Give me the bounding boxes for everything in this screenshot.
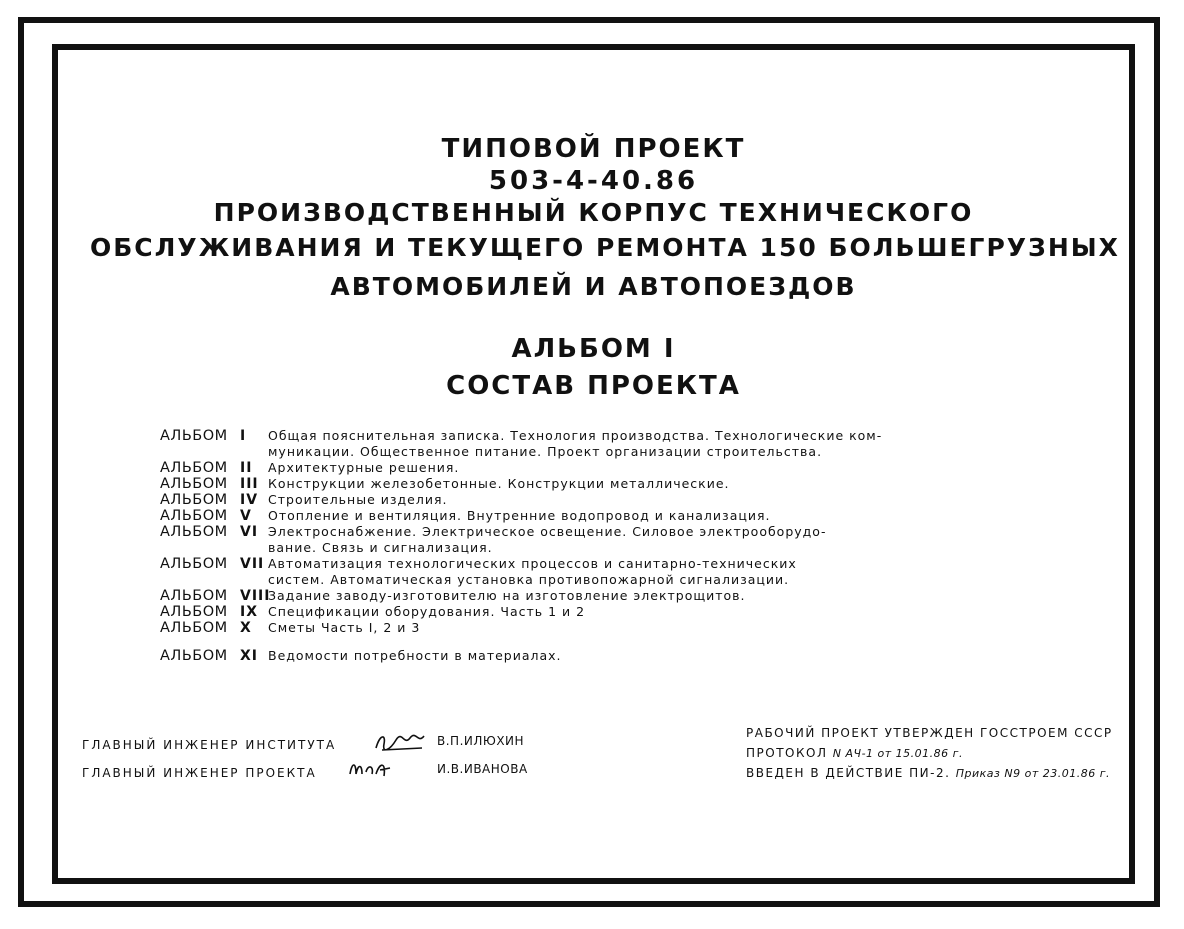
- project-name-line2: ОБСЛУЖИВАНИЯ И ТЕКУЩЕГО РЕМОНТА 150 БОЛЬШЕГРУЗНЫХ: [90, 233, 1120, 262]
- album-description-line: Строительные изделия.: [268, 492, 448, 507]
- album-description-line: Автоматизация технологических процессов и санитарно-технических: [268, 556, 797, 571]
- chief-engineer-project-name: И.В.ИВАНОВА: [437, 762, 528, 776]
- protocol-label: ПРОТОКОЛ: [746, 746, 828, 760]
- album-description-line: Электроснабжение. Электрическое освещение. Силовое электрооборудо-: [268, 524, 827, 539]
- album-label: АЛЬБОМ: [160, 460, 228, 476]
- album-number: I: [240, 428, 247, 444]
- album-description-line: Ведомости потребности в материалах.: [268, 648, 562, 663]
- album-number: VIII: [240, 588, 271, 604]
- chief-engineer-institute-role: ГЛАВНЫЙ ИНЖЕНЕР ИНСТИТУТА: [82, 738, 337, 752]
- album-label: АЛЬБОМ: [160, 604, 228, 620]
- list-item: [160, 476, 920, 492]
- order-number: Приказ N9 от 23.01.86 г.: [955, 767, 1110, 780]
- album-description: [268, 620, 920, 636]
- list-item: [160, 428, 920, 460]
- chief-engineer-project-role: ГЛАВНЫЙ ИНЖЕНЕР ПРОЕКТА: [82, 766, 317, 780]
- album-description-line: Сметы Часть I, 2 и 3: [268, 620, 421, 635]
- approval-line: РАБОЧИЙ ПРОЕКТ УТВЕРЖДЕН ГОССТРОЕМ СССР: [746, 726, 1113, 740]
- project-name-line1: ПРОИЗВОДСТВЕННЫЙ КОРПУС ТЕХНИЧЕСКОГО: [213, 198, 974, 227]
- album-description-line: Общая пояснительная записка. Технология производства. Технологические ком-: [268, 428, 883, 443]
- album-description: [268, 492, 920, 508]
- album-label: АЛЬБОМ: [160, 648, 228, 664]
- list-item: [160, 508, 920, 524]
- enactment-line: [746, 766, 1110, 780]
- list-item: [160, 648, 920, 664]
- composition-title: СОСТАВ ПРОЕКТА: [446, 371, 741, 401]
- list-item: [160, 460, 920, 476]
- list-item: [160, 492, 920, 508]
- doc-type-title: ТИПОВОЙ ПРОЕКТ: [441, 134, 746, 164]
- project-name-line3: АВТОМОБИЛЕЙ И АВТОПОЕЗДОВ: [330, 272, 857, 301]
- album-description: [268, 648, 920, 664]
- signature-mark: [346, 758, 394, 780]
- album-number: V: [240, 508, 252, 524]
- album-number: IX: [240, 604, 259, 620]
- album-label: АЛЬБОМ: [160, 556, 228, 572]
- signature-mark: [372, 730, 428, 754]
- album-number: VI: [240, 524, 259, 540]
- album-label: АЛЬБОМ: [160, 524, 228, 540]
- enactment-label: ВВЕДЕН В ДЕЙСТВИЕ ПИ-2.: [746, 766, 951, 780]
- album-number: X: [240, 620, 252, 636]
- list-item: [160, 588, 920, 604]
- protocol-line: [746, 746, 963, 760]
- album-label: АЛЬБОМ: [160, 620, 228, 636]
- album-number: IV: [240, 492, 259, 508]
- chief-engineer-institute-name: В.П.ИЛЮХИН: [437, 734, 525, 748]
- album-description-line: вание. Связь и сигнализация.: [268, 540, 493, 555]
- album-description: [268, 604, 920, 620]
- album-description: [268, 588, 920, 604]
- album-number: II: [240, 460, 253, 476]
- album-list: [160, 428, 920, 664]
- album-description-line: муникации. Общественное питание. Проект организации строительства.: [268, 444, 823, 459]
- list-item: [160, 524, 920, 556]
- list-item: [160, 556, 920, 588]
- album-description: [268, 556, 920, 588]
- album-label: АЛЬБОМ: [160, 588, 228, 604]
- album-title: АЛЬБОМ I: [511, 334, 676, 364]
- project-number: 503-4-40.86: [488, 166, 699, 196]
- album-label: АЛЬБОМ: [160, 508, 228, 524]
- album-label: АЛЬБОМ: [160, 428, 228, 444]
- album-description-line: Спецификации оборудования. Часть 1 и 2: [268, 604, 586, 619]
- album-description-line: Отопление и вентиляция. Внутренние водопровод и канализация.: [268, 508, 771, 523]
- list-item: [160, 620, 920, 636]
- album-number: III: [240, 476, 259, 492]
- album-description-line: Архитектурные решения.: [268, 460, 460, 475]
- album-description: [268, 524, 920, 556]
- album-label: АЛЬБОМ: [160, 492, 228, 508]
- album-number: VII: [240, 556, 265, 572]
- album-description: [268, 476, 920, 492]
- album-description-line: Задание заводу-изготовителю на изготовление электрощитов.: [268, 588, 746, 603]
- list-item: [160, 604, 920, 620]
- album-description: [268, 460, 920, 476]
- album-description-line: Конструкции железобетонные. Конструкции металлические.: [268, 476, 730, 491]
- protocol-number: N АЧ-1 от 15.01.86 г.: [832, 747, 963, 760]
- album-number: XI: [240, 648, 259, 664]
- album-description: [268, 508, 920, 524]
- album-label: АЛЬБОМ: [160, 476, 228, 492]
- album-description: [268, 428, 920, 460]
- album-description-line: систем. Автоматическая установка противопожарной сигнализации.: [268, 572, 790, 587]
